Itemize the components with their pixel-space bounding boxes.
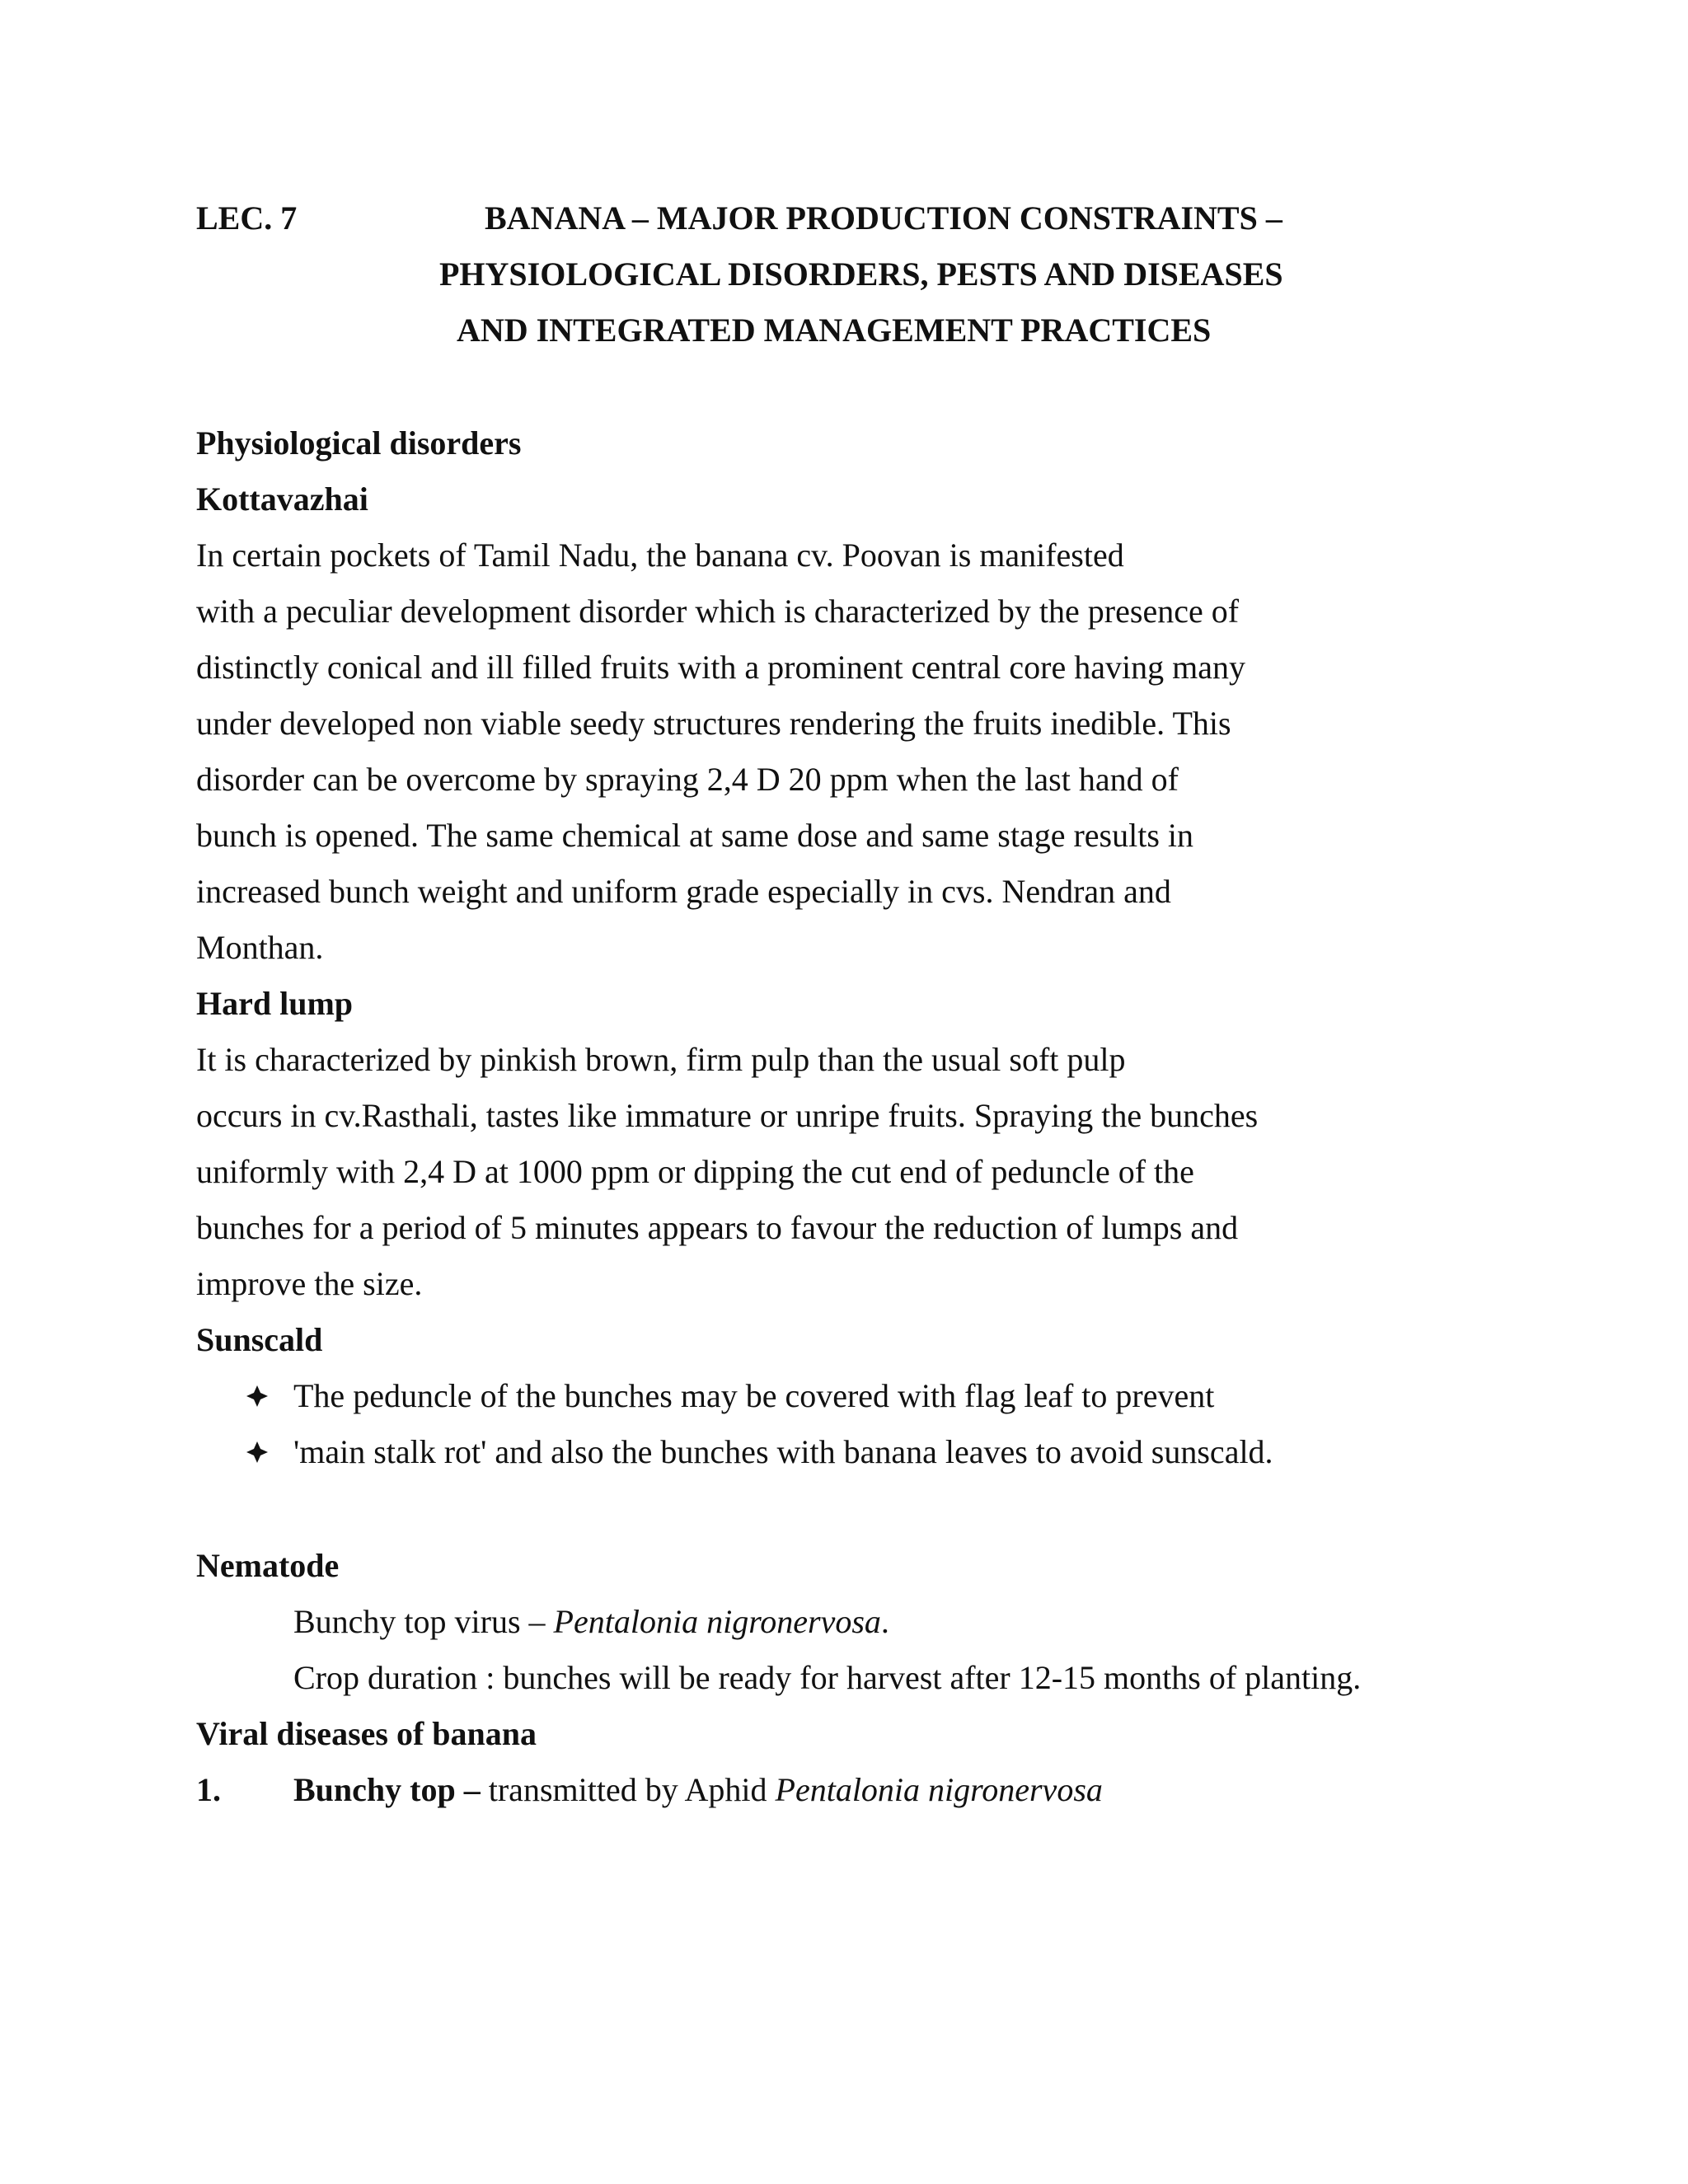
section-heading-nematode: Nematode xyxy=(196,1547,340,1584)
paragraph-line: bunch is opened. The same chemical at same dose and same stage results in xyxy=(196,817,1193,854)
bullet-item: 'main stalk rot' and also the bunches with banana leaves to avoid sunscald. xyxy=(293,1433,1273,1470)
paragraph-line: In certain pockets of Tamil Nadu, the banana cv. Poovan is manifested xyxy=(196,537,1124,574)
nematode-line-1 xyxy=(293,1605,889,1638)
paragraph-line: It is characterized by pinkish brown, firm pulp than the usual soft pulp xyxy=(196,1041,1126,1078)
subheading-sunscald: Sunscald xyxy=(196,1321,323,1358)
viral-item-1 xyxy=(293,1771,1103,1808)
diamond-bullet-icon xyxy=(246,1441,269,1464)
diamond-bullet-icon xyxy=(246,1385,269,1408)
title-line-2: PHYSIOLOGICAL DISORDERS, PESTS AND DISEASES xyxy=(439,255,1283,293)
subheading-kottavazhai: Kottavazhai xyxy=(196,480,368,518)
paragraph-line: increased bunch weight and uniform grade especially in cvs. Nendran and xyxy=(196,873,1171,910)
section-heading-physiological: Physiological disorders xyxy=(196,424,522,462)
subheading-hard-lump: Hard lump xyxy=(196,985,354,1022)
paragraph-line: Monthan. xyxy=(196,929,324,966)
period: . xyxy=(880,1603,889,1640)
paragraph-line: improve the size. xyxy=(196,1265,423,1302)
bullet-item: The peduncle of the bunches may be covered with flag leaf to prevent xyxy=(293,1377,1215,1414)
paragraph-line: uniformly with 2,4 D at 1000 ppm or dipping the cut end of peduncle of the xyxy=(196,1153,1194,1190)
paragraph-line: distinctly conical and ill filled fruits with a prominent central core having many xyxy=(196,649,1245,686)
disease-name: Bunchy top – xyxy=(293,1771,481,1808)
paragraph-line: occurs in cv.Rasthali, tastes like immature or unripe fruits. Spraying the bunches xyxy=(196,1097,1259,1134)
title-line-1: BANANA – MAJOR PRODUCTION CONSTRAINTS – xyxy=(485,199,1282,237)
paragraph-line: with a peculiar development disorder which is characterized by the presence of xyxy=(196,593,1240,630)
vector-species: Pentalonia nigronervosa xyxy=(775,1771,1103,1808)
transmission-text: transmitted by Aphid xyxy=(480,1771,776,1808)
list-number: 1. xyxy=(196,1771,221,1808)
nematode-virus-text: Bunchy top virus – xyxy=(293,1603,554,1640)
paragraph-line: bunches for a period of 5 minutes appears to favour the reduction of lumps and xyxy=(196,1209,1239,1246)
paragraph-line: under developed non viable seedy structures rendering the fruits inedible. This xyxy=(196,705,1231,742)
crop-duration-line: Crop duration : bunches will be ready for harvest after 12-15 months of planting. xyxy=(293,1659,1362,1696)
paragraph-line: disorder can be overcome by spraying 2,4 D 20 ppm when the last hand of xyxy=(196,761,1179,798)
species-name: Pentalonia nigronervosa xyxy=(553,1603,881,1640)
lecture-number: LEC. 7 xyxy=(196,199,298,237)
section-heading-viral: Viral diseases of banana xyxy=(196,1715,537,1752)
title-line-3: AND INTEGRATED MANAGEMENT PRACTICES xyxy=(457,312,1212,349)
